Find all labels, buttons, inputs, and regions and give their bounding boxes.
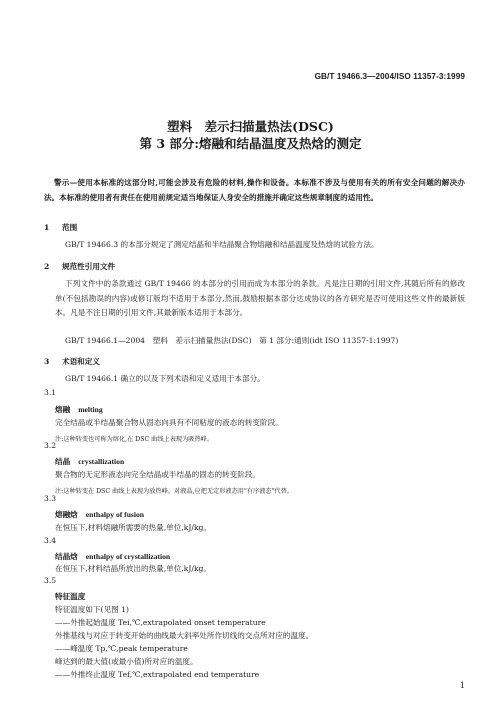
char-temp-line: ——外推起始温度 Tei,℃,extrapolated onset temperature [55,618,266,627]
term-number: 3.1 [44,388,57,397]
term-en: crystallization [78,457,125,466]
term-cn: 特征温度 [55,592,86,601]
term-heading [55,456,124,467]
standard-code: GB/T 19466.3—2004/ISO 11357-3:1999 [314,72,465,81]
section-3-text: GB/T 19466.1 确立的以及下列术语和定义适用于本部分。 [65,374,265,383]
title-line-2: 第 3 部分:熔融和结晶温度及热焓的测定 [139,136,362,151]
section-1-text: GB/T 19466.3 的本部分规定了测定结晶和半结晶聚合物熔融和结晶温度及热焓的试验方法。 [65,240,379,249]
term-en: melting [78,405,103,414]
term-definition: 聚合物的无定形液态向完全结晶或半结晶的固态的转变阶段。 [55,470,261,479]
term-number: 3.3 [44,494,57,503]
section-title: 规范性引用文件 [62,262,116,271]
term-definition: 完全结晶或半结晶聚合物从固态向具有不同粘度的液态的转变阶段。 [55,418,283,427]
char-temp-line: 外推基线与对应于转变开始的曲线最大斜率处所作切线的交点所对应的温度。 [55,631,314,640]
char-temp-line: 特征温度如下(见图 1) [55,605,129,614]
term-cn: 熔融焓 [55,510,78,519]
term-cn: 结晶 [55,457,71,466]
term-cn: 熔融 [55,405,71,414]
term-definition: 在恒压下,材料熔融所需要的热量,单位,kJ/kg。 [55,523,211,532]
term-en: enthalpy of fusion [85,510,145,519]
section-2-heading [44,261,115,272]
section-number: 1 [44,223,50,232]
section-3-heading [44,356,100,367]
section-2-reference: GB/T 19466.1—2004 塑料 差示扫描量热法(DSC) 第 1 部分:通则(idt ISO 11357-1:1997) [65,336,399,345]
term-number: 3.2 [44,441,57,450]
term-definition: 在恒压下,材料结晶所放出的热量,单位,kJ/kg。 [55,564,211,573]
page-number: 1 [459,681,465,690]
section-title: 术语和定义 [62,357,100,366]
term-heading [55,551,170,562]
char-temp-line: ——峰温度 Tp,℃,peak temperature [55,644,188,653]
term-cn: 结晶焓 [55,552,78,561]
title-line-1: 塑料 差示扫描量热法(DSC) [167,119,334,134]
char-temp-line: ——外推终止温度 Tef,℃,extrapolated end temperature [55,670,260,679]
warning-paragraph: 警示—使用本标准的这部分时,可能会涉及有危险的材料,操作和设备。本标准不涉及与使用有关的所有安全问题的解决办法。本标准的使用者有责任在使用前规定适当地保证人身安全的措施并确定这些规章制度的适用性。 [44,178,465,202]
section-number: 2 [44,262,50,271]
term-heading [55,404,103,415]
section-title: 范围 [62,223,78,232]
section-2-text: 下列文件中的条款通过 GB/T 19466 的本部分的引用而成为本部分的条款。凡是注日期的引用文件,其随后所有的修改单(不包括勘误的内容)或修订版均不适用于本部分,然而,鼓励根据本部分达成协议的各方研究是否可使用这些文件的最新版本。凡是不注日期的引用文件,其最新版本适用于本部分。 [55,279,465,317]
term-note: 注:这种转变也可称为熔化,在 DSC 曲线上表现为吸热峰。 [55,436,214,443]
term-note: 注:这种转变在 DSC 曲线上表现为放热峰。对液晶,应把无定形液态用"有序液态"代替。 [55,488,293,495]
section-number: 3 [44,357,50,366]
section-1-heading [44,222,77,233]
term-heading [55,591,85,602]
term-number: 3.5 [44,576,57,585]
term-heading [55,509,144,520]
term-number: 3.4 [44,536,57,545]
term-en: enthalpy of crystallization [85,552,171,561]
char-temp-line: 峰达到的最大值(或最小值)所对应的温度。 [55,657,198,666]
